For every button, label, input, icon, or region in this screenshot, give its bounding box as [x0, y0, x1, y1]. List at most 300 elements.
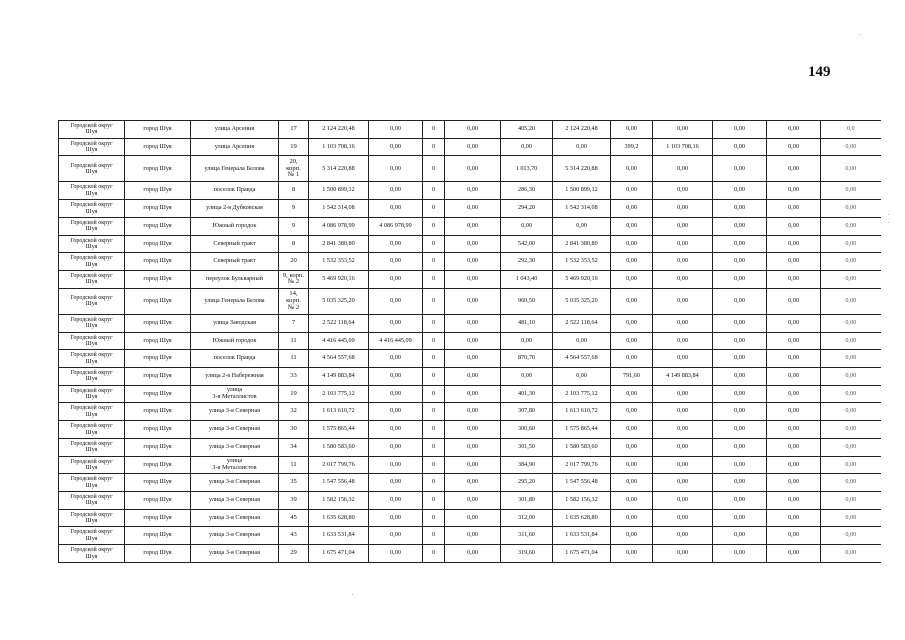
table-cell-c11: 0,00: [611, 235, 653, 253]
table-cell-city: город Шуя: [125, 438, 191, 456]
table-cell-c13: 0,00: [713, 271, 767, 289]
table-cell-c8: 0,00: [445, 456, 501, 474]
table-cell-c13: 0,00: [713, 385, 767, 403]
table-cell-city: город Шуя: [125, 253, 191, 271]
table-cell-house: 9: [279, 217, 309, 235]
table-cell-street: улица 2-я Набережная: [191, 368, 279, 386]
table-cell-c15: 0,00: [821, 403, 881, 421]
table-cell-c13: 0,00: [713, 332, 767, 350]
table-row: [59, 182, 881, 200]
table-cell-okrug: Городской округ Шуя: [59, 288, 125, 314]
table-cell-c7: 0: [423, 288, 445, 314]
table-cell-c7: 0: [423, 527, 445, 545]
table-cell-c12: 0,00: [653, 121, 713, 139]
table-cell-c10: 2 017 799,76: [553, 456, 611, 474]
table-cell-c6: 0,00: [369, 271, 423, 289]
table-cell-street: улица 3-я Металлистов: [191, 456, 279, 474]
table-cell-c14: 0,00: [767, 385, 821, 403]
table-cell-c15: 0,00: [821, 314, 881, 332]
table-row: [59, 138, 881, 156]
housing-registry-table: [58, 120, 881, 563]
table-cell-c6: 4 416 445,09: [369, 332, 423, 350]
table-cell-c11: 399,2: [611, 138, 653, 156]
table-cell-c7: 0: [423, 368, 445, 386]
table-cell-c9: 301,50: [501, 438, 553, 456]
table-cell-street: улица 3-я Северная: [191, 527, 279, 545]
table-cell-c8: 0,00: [445, 156, 501, 182]
table-cell-c9: 295,20: [501, 474, 553, 492]
table-cell-total: 1 580 583,60: [309, 438, 369, 456]
table-cell-c10: 1 542 314,08: [553, 200, 611, 218]
table-cell-house: 33: [279, 368, 309, 386]
table-cell-c11: 0,00: [611, 217, 653, 235]
table-cell-c12: 4 149 883,84: [653, 368, 713, 386]
table-cell-c9: 1 043,40: [501, 271, 553, 289]
table-cell-okrug: Городской округ Шуя: [59, 182, 125, 200]
table-cell-c9: 960,50: [501, 288, 553, 314]
table-cell-c12: 0,00: [653, 492, 713, 510]
table-cell-total: 1 542 314,08: [309, 200, 369, 218]
table-cell-c11: 0,00: [611, 492, 653, 510]
table-cell-okrug: Городской округ Шуя: [59, 492, 125, 510]
table-cell-c15: 0,00: [821, 385, 881, 403]
table-cell-total: 1 575 865,44: [309, 421, 369, 439]
table-cell-c7: 0: [423, 332, 445, 350]
table-cell-okrug: Городской округ Шуя: [59, 527, 125, 545]
table-cell-c6: 0,00: [369, 156, 423, 182]
scan-dot: [888, 222, 889, 223]
table-cell-c12: 1 103 708,16: [653, 138, 713, 156]
table-cell-c12: 0,00: [653, 350, 713, 368]
table-cell-total: 1 613 610,72: [309, 403, 369, 421]
table-cell-c14: 0,00: [767, 456, 821, 474]
table-cell-c13: 0,00: [713, 527, 767, 545]
table-cell-c14: 0,00: [767, 314, 821, 332]
table-cell-c6: 0,00: [369, 474, 423, 492]
table-cell-c7: 0: [423, 456, 445, 474]
table-cell-c15: 0,00: [821, 138, 881, 156]
table-cell-c14: 0,00: [767, 438, 821, 456]
table-cell-c12: 0,00: [653, 474, 713, 492]
table-cell-city: город Шуя: [125, 350, 191, 368]
table-cell-house: 8: [279, 235, 309, 253]
table-cell-c11: 0,00: [611, 314, 653, 332]
table-cell-okrug: Городской округ Шуя: [59, 403, 125, 421]
table-cell-c10: 1 582 156,32: [553, 492, 611, 510]
table-cell-total: 1 500 899,12: [309, 182, 369, 200]
table-row: [59, 385, 881, 403]
table-cell-c15: 0,00: [821, 217, 881, 235]
table-cell-c6: 0,00: [369, 235, 423, 253]
table-cell-c12: 0,00: [653, 314, 713, 332]
table-cell-street: улица 2-я Дубковская: [191, 200, 279, 218]
table-cell-c12: 0,00: [653, 527, 713, 545]
table-cell-total: 1 675 471,04: [309, 545, 369, 563]
table-cell-c10: 2 522 118,64: [553, 314, 611, 332]
table-cell-okrug: Городской округ Шуя: [59, 350, 125, 368]
table-cell-c9: 542,00: [501, 235, 553, 253]
table-cell-c10: 1 575 865,44: [553, 421, 611, 439]
table-cell-okrug: Городской округ Шуя: [59, 138, 125, 156]
table-cell-house: 45: [279, 509, 309, 527]
table-cell-c6: 0,00: [369, 368, 423, 386]
table-cell-c15: 0,00: [821, 492, 881, 510]
table-cell-c12: 0,00: [653, 182, 713, 200]
table-cell-house: 34: [279, 438, 309, 456]
table-cell-house: 35: [279, 474, 309, 492]
table-cell-c15: 0,00: [821, 156, 881, 182]
table-cell-c6: 0,00: [369, 456, 423, 474]
table-cell-okrug: Городской округ Шуя: [59, 474, 125, 492]
table-cell-c9: 319,60: [501, 545, 553, 563]
table-cell-street: улица 3-я Северная: [191, 492, 279, 510]
table-cell-street: поселок Правда: [191, 182, 279, 200]
table-cell-house: 19: [279, 385, 309, 403]
table-cell-house: 8: [279, 182, 309, 200]
table-cell-c15: 0,00: [821, 200, 881, 218]
table-cell-c10: 1 635 628,80: [553, 509, 611, 527]
table-row: [59, 235, 881, 253]
table-cell-city: город Шуя: [125, 156, 191, 182]
table-row: [59, 509, 881, 527]
table-cell-street: улица 3-я Северная: [191, 421, 279, 439]
table-cell-c10: 5 035 325,20: [553, 288, 611, 314]
table-cell-city: город Шуя: [125, 332, 191, 350]
table-cell-c13: 0,00: [713, 492, 767, 510]
table-cell-c13: 0,00: [713, 138, 767, 156]
scan-dot: [352, 594, 353, 595]
table-cell-c13: 0,00: [713, 235, 767, 253]
table-cell-street: поселок Правда: [191, 350, 279, 368]
table-cell-c11: 0,00: [611, 474, 653, 492]
table-cell-c14: 0,00: [767, 235, 821, 253]
table-cell-c13: 0,00: [713, 350, 767, 368]
table-cell-c10: 0,00: [553, 368, 611, 386]
table-cell-c14: 0,00: [767, 527, 821, 545]
table-cell-c11: 0,00: [611, 438, 653, 456]
table-cell-c13: 0,00: [713, 182, 767, 200]
table-cell-c10: 2 103 775,12: [553, 385, 611, 403]
table-cell-c14: 0,00: [767, 156, 821, 182]
table-cell-total: 1 103 708,16: [309, 138, 369, 156]
table-cell-c15: 0,00: [821, 271, 881, 289]
table-cell-okrug: Городской округ Шуя: [59, 545, 125, 563]
table-cell-c6: 0,00: [369, 350, 423, 368]
table-cell-c11: 0,00: [611, 456, 653, 474]
table-cell-house: 29: [279, 545, 309, 563]
table-cell-c8: 0,00: [445, 138, 501, 156]
table-cell-c8: 0,00: [445, 200, 501, 218]
table-cell-c10: 5 469 920,16: [553, 271, 611, 289]
table-cell-c6: 0,00: [369, 200, 423, 218]
table-cell-c13: 0,00: [713, 288, 767, 314]
table-cell-c7: 0: [423, 350, 445, 368]
table-cell-c9: 384,90: [501, 456, 553, 474]
table-cell-c8: 0,00: [445, 253, 501, 271]
table-cell-c7: 0: [423, 545, 445, 563]
table-cell-c12: 0,00: [653, 332, 713, 350]
table-cell-c15: 0,00: [821, 235, 881, 253]
table-cell-c7: 0: [423, 474, 445, 492]
table-cell-house: 39: [279, 492, 309, 510]
table-cell-c14: 0,00: [767, 253, 821, 271]
table-cell-street: улица 3-я Северная: [191, 438, 279, 456]
table-cell-c6: 0,00: [369, 545, 423, 563]
table-cell-c12: 0,00: [653, 456, 713, 474]
table-cell-street: улица 3-я Северная: [191, 403, 279, 421]
table-cell-c15: 0,00: [821, 350, 881, 368]
table-cell-c13: 0,00: [713, 545, 767, 563]
table-cell-c10: 2 841 380,80: [553, 235, 611, 253]
table-cell-c13: 0,00: [713, 156, 767, 182]
table-cell-c12: 0,00: [653, 156, 713, 182]
table-cell-city: город Шуя: [125, 182, 191, 200]
table-cell-c7: 0: [423, 182, 445, 200]
table-cell-c8: 0,00: [445, 121, 501, 139]
table-cell-c11: 0,00: [611, 121, 653, 139]
table-cell-okrug: Городской округ Шуя: [59, 368, 125, 386]
table-cell-c10: 1 500 899,12: [553, 182, 611, 200]
table-cell-house: 11: [279, 350, 309, 368]
table-cell-total: 4 564 557,68: [309, 350, 369, 368]
table-cell-c14: 0,00: [767, 182, 821, 200]
table-row: [59, 527, 881, 545]
scan-dot: [860, 34, 861, 35]
table-cell-c12: 0,00: [653, 385, 713, 403]
table-cell-c13: 0,00: [713, 253, 767, 271]
table-cell-c6: 0,00: [369, 509, 423, 527]
table-row: [59, 332, 881, 350]
table-cell-c13: 0,00: [713, 438, 767, 456]
table-body: [59, 121, 881, 563]
table-cell-c11: 0,00: [611, 253, 653, 271]
table-row: [59, 288, 881, 314]
table-cell-c9: 0,00: [501, 368, 553, 386]
table-cell-c14: 0,00: [767, 332, 821, 350]
table-cell-house: 9: [279, 200, 309, 218]
table-cell-c14: 0,00: [767, 421, 821, 439]
table-cell-c11: 0,00: [611, 288, 653, 314]
table-cell-c6: 0,00: [369, 385, 423, 403]
table-row: [59, 156, 881, 182]
table-cell-c11: 791,60: [611, 368, 653, 386]
table-cell-total: 5 314 220,88: [309, 156, 369, 182]
table-cell-c14: 0,00: [767, 138, 821, 156]
table-cell-total: 5 035 325,20: [309, 288, 369, 314]
table-row: [59, 121, 881, 139]
table-cell-c12: 0,00: [653, 403, 713, 421]
table-cell-c10: 2 124 220,48: [553, 121, 611, 139]
table-cell-city: город Шуя: [125, 235, 191, 253]
table-cell-c11: 0,00: [611, 182, 653, 200]
table-cell-c11: 0,00: [611, 403, 653, 421]
table-cell-c7: 0: [423, 138, 445, 156]
table-cell-c11: 0,00: [611, 271, 653, 289]
table-cell-total: 5 469 920,16: [309, 271, 369, 289]
table-cell-c7: 0: [423, 492, 445, 510]
table-cell-c15: 0,00: [821, 456, 881, 474]
table-cell-c8: 0,00: [445, 438, 501, 456]
table-cell-okrug: Городской округ Шуя: [59, 332, 125, 350]
table-cell-c12: 0,00: [653, 271, 713, 289]
table-cell-c10: 1 633 531,84: [553, 527, 611, 545]
table-cell-c8: 0,00: [445, 385, 501, 403]
table-cell-c6: 0,00: [369, 403, 423, 421]
table-cell-c9: 0,00: [501, 217, 553, 235]
table-cell-city: город Шуя: [125, 271, 191, 289]
table-row: [59, 200, 881, 218]
table-cell-c14: 0,00: [767, 509, 821, 527]
table-row: [59, 217, 881, 235]
table-cell-house: 32: [279, 403, 309, 421]
table-cell-c15: 0,0: [821, 121, 881, 139]
table-cell-house: 14, корп. № 2: [279, 288, 309, 314]
table-cell-c15: 0,00: [821, 253, 881, 271]
table-cell-city: город Шуя: [125, 385, 191, 403]
table-cell-c10: 0,00: [553, 138, 611, 156]
table-cell-city: город Шуя: [125, 509, 191, 527]
table-row: [59, 368, 881, 386]
table-cell-city: город Шуя: [125, 217, 191, 235]
table-cell-c14: 0,00: [767, 403, 821, 421]
table-cell-c10: 0,00: [553, 332, 611, 350]
table-cell-street: Южный городок: [191, 332, 279, 350]
table-cell-c8: 0,00: [445, 545, 501, 563]
table-cell-c14: 0,00: [767, 271, 821, 289]
table-cell-okrug: Городской округ Шуя: [59, 217, 125, 235]
table-cell-house: 11: [279, 456, 309, 474]
table-cell-c8: 0,00: [445, 527, 501, 545]
table-cell-house: 19: [279, 138, 309, 156]
table-cell-c13: 0,00: [713, 314, 767, 332]
table-cell-c15: 0,00: [821, 509, 881, 527]
table-cell-city: город Шуя: [125, 403, 191, 421]
table-cell-c9: 312,00: [501, 509, 553, 527]
table-cell-house: 11: [279, 332, 309, 350]
table-cell-city: город Шуя: [125, 314, 191, 332]
table-cell-c8: 0,00: [445, 492, 501, 510]
table-cell-c9: 292,30: [501, 253, 553, 271]
table-cell-city: город Шуя: [125, 121, 191, 139]
table-cell-total: 4 149 883,84: [309, 368, 369, 386]
table-cell-okrug: Городской округ Шуя: [59, 421, 125, 439]
table-cell-street: улица Арсения: [191, 121, 279, 139]
table-cell-street: Северный тракт: [191, 253, 279, 271]
table-cell-okrug: Городской округ Шуя: [59, 200, 125, 218]
table-cell-okrug: Городской округ Шуя: [59, 385, 125, 403]
table-cell-okrug: Городской округ Шуя: [59, 438, 125, 456]
table-cell-c6: 0,00: [369, 121, 423, 139]
table-cell-c13: 0,00: [713, 474, 767, 492]
table-cell-c9: 307,80: [501, 403, 553, 421]
table-cell-c13: 0,00: [713, 509, 767, 527]
table-cell-c8: 0,00: [445, 350, 501, 368]
table-cell-c6: 0,00: [369, 182, 423, 200]
table-cell-c9: 294,20: [501, 200, 553, 218]
table-row: [59, 403, 881, 421]
table-cell-c8: 0,00: [445, 368, 501, 386]
table-row: [59, 421, 881, 439]
table-cell-okrug: Городской округ Шуя: [59, 456, 125, 474]
table-cell-c8: 0,00: [445, 421, 501, 439]
table-cell-c7: 0: [423, 253, 445, 271]
table-cell-okrug: Городской округ Шуя: [59, 509, 125, 527]
table-cell-c13: 0,00: [713, 200, 767, 218]
table-cell-c12: 0,00: [653, 509, 713, 527]
table-cell-c8: 0,00: [445, 474, 501, 492]
table-cell-c15: 0,00: [821, 182, 881, 200]
table-cell-c13: 0,00: [713, 421, 767, 439]
table-cell-c7: 0: [423, 385, 445, 403]
table-cell-okrug: Городской округ Шуя: [59, 253, 125, 271]
table-row: [59, 474, 881, 492]
table-row: [59, 545, 881, 563]
table-cell-c11: 0,00: [611, 527, 653, 545]
table-cell-c10: 1 613 610,72: [553, 403, 611, 421]
table-cell-c13: 0,00: [713, 403, 767, 421]
table-row: [59, 456, 881, 474]
table-cell-c7: 0: [423, 438, 445, 456]
table-cell-c6: 0,00: [369, 492, 423, 510]
table-cell-c10: 4 564 557,68: [553, 350, 611, 368]
table-cell-c7: 0: [423, 121, 445, 139]
table-cell-c15: 0,00: [821, 332, 881, 350]
table-cell-c13: 0,00: [713, 368, 767, 386]
table-row: [59, 350, 881, 368]
table-cell-c11: 0,00: [611, 385, 653, 403]
table-row: [59, 492, 881, 510]
table-cell-street: улица Генерала Белова: [191, 288, 279, 314]
table-cell-c10: 5 314 220,88: [553, 156, 611, 182]
table-cell-okrug: Городской округ Шуя: [59, 271, 125, 289]
table-cell-okrug: Городской округ Шуя: [59, 314, 125, 332]
table-cell-c12: 0,00: [653, 217, 713, 235]
table-cell-c8: 0,00: [445, 509, 501, 527]
table-cell-c14: 0,00: [767, 368, 821, 386]
table-cell-city: город Шуя: [125, 456, 191, 474]
table-cell-c6: 0,00: [369, 253, 423, 271]
table-cell-street: улица 3-я Металлистов: [191, 385, 279, 403]
table-cell-c9: 401,30: [501, 385, 553, 403]
table-cell-total: 1 532 353,52: [309, 253, 369, 271]
table-cell-city: город Шуя: [125, 200, 191, 218]
table-cell-c14: 0,00: [767, 217, 821, 235]
table-cell-c8: 0,00: [445, 271, 501, 289]
table-cell-house: 7: [279, 314, 309, 332]
table-cell-c9: 1 013,70: [501, 156, 553, 182]
table-cell-c13: 0,00: [713, 456, 767, 474]
table-cell-street: улица 3-я Северная: [191, 545, 279, 563]
table-cell-total: 2 841 380,80: [309, 235, 369, 253]
table-cell-c10: 1 532 353,52: [553, 253, 611, 271]
table-cell-c10: 1 580 583,60: [553, 438, 611, 456]
table-cell-okrug: Городской округ Шуя: [59, 156, 125, 182]
table-cell-c7: 0: [423, 200, 445, 218]
table-cell-c14: 0,00: [767, 200, 821, 218]
table-cell-c14: 0,00: [767, 474, 821, 492]
table-cell-city: город Шуя: [125, 474, 191, 492]
table-cell-c8: 0,00: [445, 182, 501, 200]
table-cell-c15: 0,00: [821, 474, 881, 492]
table-cell-total: 1 635 628,80: [309, 509, 369, 527]
table-row: [59, 253, 881, 271]
table-cell-street: Южный городок: [191, 217, 279, 235]
table-cell-street: переулок Бульварный: [191, 271, 279, 289]
table-row: [59, 314, 881, 332]
table-cell-c15: 0,00: [821, 288, 881, 314]
table-cell-total: 2 017 799,76: [309, 456, 369, 474]
table-cell-c12: 0,00: [653, 235, 713, 253]
